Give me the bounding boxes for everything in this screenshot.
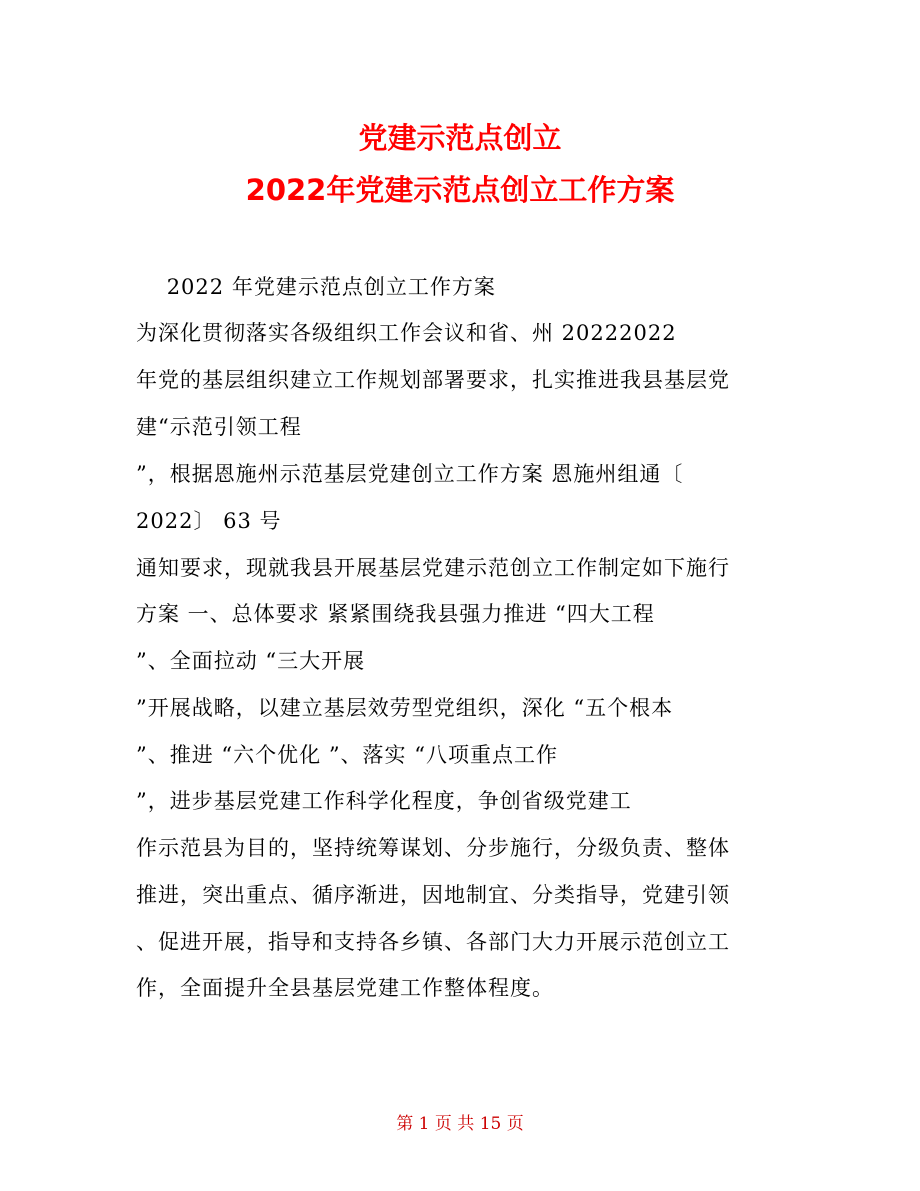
body-line: 2022 年党建示范点创立工作方案 — [136, 275, 496, 299]
body-line: ”开展战略，以建立基层效劳型党组织，深化 “五个根本 — [136, 696, 674, 720]
page-number-footer: 第 1 页 共 15 页 — [396, 1114, 524, 1134]
body-line: 、促进开展，指导和支持各乡镇、各部门大力开展示范创立工 — [136, 930, 730, 954]
body-line: 2022〕 63 号 — [136, 509, 282, 533]
body-line: 推进，突出重点、循序渐进，因地制宜、分类指导，党建引领 — [136, 883, 730, 907]
body-line: 作，全面提升全县基层党建工作整体程度。 — [136, 976, 554, 1000]
body-line: 方案 一、总体要求 紧紧围绕我县强力推进 “四大工程 — [136, 602, 655, 626]
body-line: 建“示范引领工程 — [136, 415, 302, 439]
body-line: ”、全面拉动 “三大开展 — [136, 649, 366, 673]
document-title-line2: 2022年党建示范点创立工作方案 — [245, 173, 675, 207]
body-line: ”，根据恩施州示范基层党建创立工作方案 恩施州组通〔 — [136, 462, 684, 486]
body-line: 年党的基层组织建立工作规划部署要求，扎实推进我县基层党 — [136, 368, 730, 392]
body-line: 为深化贯彻落实各级组织工作会议和省、州 20222022 — [136, 321, 677, 345]
document-title-line1: 党建示范点创立 — [358, 121, 562, 155]
body-line: ”，进步基层党建工作科学化程度，争创省级党建工 — [136, 789, 632, 813]
body-line: 作示范县为目的，坚持统筹谋划、分步施行，分级负责、整体 — [136, 836, 730, 860]
body-line: ”、推进 “六个优化 ”、落实 “八项重点工作 — [136, 743, 558, 767]
body-line: 通知要求，现就我县开展基层党建示范创立工作制定如下施行 — [136, 556, 730, 580]
